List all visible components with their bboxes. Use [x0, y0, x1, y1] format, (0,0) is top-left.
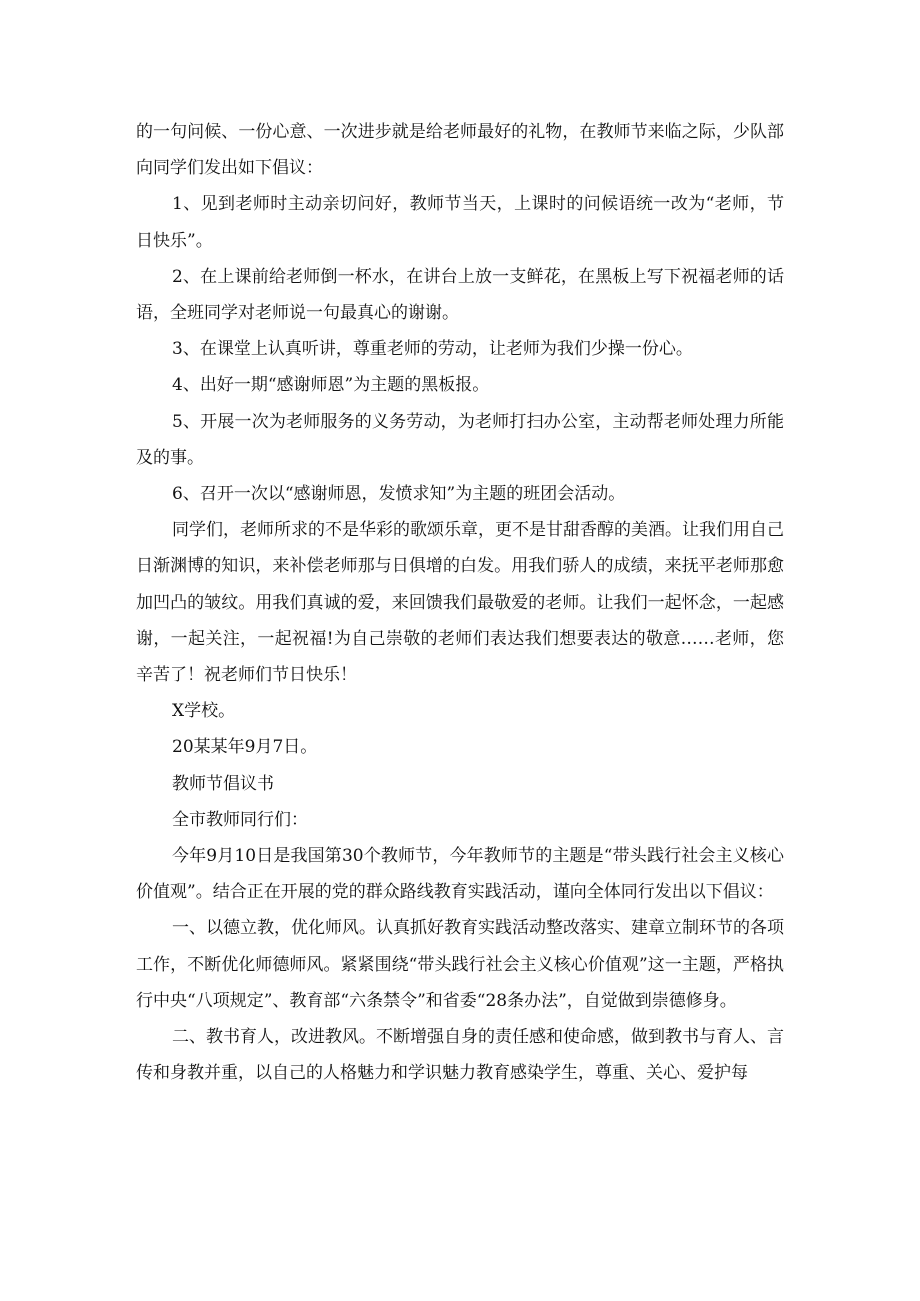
- paragraph: 4、出好一期“感谢师恩”为主题的黑板报。: [172, 375, 490, 396]
- section-title: 教师节倡议书: [172, 773, 274, 794]
- paragraph: 的一句问候、一份心意、一次进步就是给老师最好的礼物，在教师节来临之际，少队部向同学们发出如下倡议：: [136, 122, 784, 179]
- paragraph: 同学们，老师所求的不是华彩的歌颂乐章，更不是甘甜香醇的美酒。让我们用自己日渐渊博的知识，来补偿老师那与日俱增的白发。用我们骄人的成绩，来抚平老师那愈加凹凸的皱纹。用我们真诚的爱，来回馈我们最敬爱的老师。让我们一起怀念，一起感谢，一起关注，一起祝福!为自己崇敬的老师们表达我们想要表达的敬意……老师，您辛苦了！祝老师们节日快乐！: [136, 520, 784, 686]
- paragraph: 3、在课堂上认真听讲，尊重老师的劳动，让老师为我们少操一份心。: [172, 339, 693, 360]
- paragraph: 今年9月10日是我国第30个教师节，今年教师节的主题是“带头践行社会主义核心价值观”。结合正在开展的党的群众路线教育实践活动，谨向全体同行发出以下倡议：: [136, 846, 784, 903]
- signature-date: 20某某年9月7日。: [172, 737, 318, 758]
- paragraph: 一、以德立教，优化师风。认真抓好教育实践活动整改落实、建章立制环节的各项工作，不断优化师德师风。紧紧围绕“带头践行社会主义核心价值观”这一主题，严格执行中央“八项规定”、教育部“六条禁令”和省委“28条办法”，自觉做到崇德修身。: [136, 918, 784, 1011]
- salutation: 全市教师同行们：: [172, 809, 308, 830]
- paragraph: 6、召开一次以“感谢师恩，发愤求知”为主题的班团会活动。: [172, 484, 626, 505]
- paragraph: 5、开展一次为老师服务的义务劳动，为老师打扫办公室，主动帮老师处理力所能及的事。: [136, 411, 784, 468]
- paragraph: 2、在上课前给老师倒一杯水，在讲台上放一支鲜花，在黑板上写下祝福老师的话语，全班同学对老师说一句最真心的谢谢。: [136, 266, 784, 324]
- paragraph: 1、见到老师时主动亲切问好，教师节当天，上课时的问候语统一改为“老师，节日快乐”。: [136, 194, 784, 251]
- signature-school: X学校。: [172, 701, 236, 722]
- paragraph: 二、教书育人，改进教风。不断增强自身的责任感和使命感，做到教书与育人、言传和身教并重，以自己的人格魅力和学识魅力教育感染学生，尊重、关心、爱护每: [136, 1027, 784, 1084]
- document-body: [136, 114, 784, 1091]
